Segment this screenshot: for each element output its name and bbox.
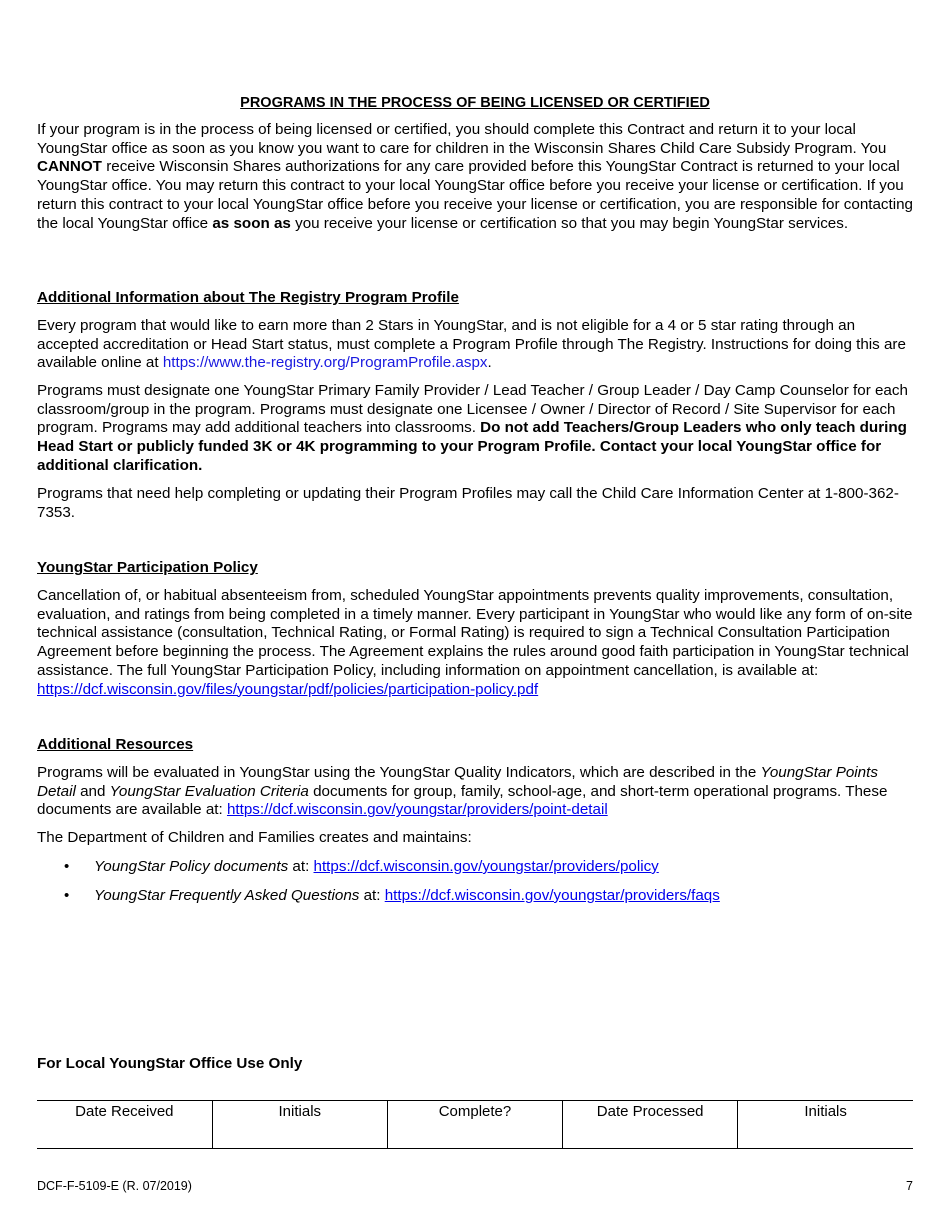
registry-period: . bbox=[487, 354, 492, 372]
resources-text-3: documents for group, family, school-age, and short-term operational programs. These documents are available at: bbox=[37, 782, 888, 819]
policy-paragraph bbox=[37, 587, 913, 699]
points-detail-title: YoungStar Points Detail bbox=[37, 764, 878, 800]
bullet-icon: • bbox=[64, 886, 70, 904]
resources-bullet-list bbox=[37, 858, 913, 915]
form-id: DCF-F-5109-E (R. 07/2019) bbox=[37, 1179, 192, 1193]
intro-section bbox=[37, 121, 913, 233]
bullet-text: at: bbox=[288, 858, 314, 875]
list-item bbox=[37, 887, 913, 906]
column-date-received[interactable]: Date Received bbox=[37, 1101, 212, 1149]
column-initials-1[interactable]: Initials bbox=[212, 1101, 387, 1149]
resources-paragraph-2 bbox=[37, 829, 913, 848]
resources-text-2: and bbox=[75, 782, 110, 800]
registry-paragraph-2 bbox=[37, 382, 913, 476]
page-title: PROGRAMS IN THE PROCESS OF BEING LICENSED OR CERTIFIED bbox=[240, 95, 710, 111]
intro-text-3: you receive your license or certification so that you may begin YoungStar services. bbox=[290, 214, 849, 232]
registry-paragraph-1 bbox=[37, 317, 913, 373]
bullet-icon: • bbox=[64, 858, 70, 875]
resources-section bbox=[37, 736, 913, 755]
intro-text-1: If your program is in the process of being licensed or certified, you should complete this Contract and return it to your local YoungStar office as soon as you know you want to care for children in the Wisconsin Shares Child Care Subsidy Program. You bbox=[37, 121, 887, 157]
resources-text-1: Programs will be evaluated in YoungStar using the YoungStar Quality Indicators, which are described in the bbox=[37, 764, 761, 781]
column-complete[interactable]: Complete? bbox=[387, 1101, 562, 1149]
intro-bold-cannot: CANNOT bbox=[37, 158, 102, 176]
faqs-link[interactable]: https://dcf.wisconsin.gov/youngstar/providers/faqs bbox=[384, 886, 720, 904]
policy-heading: YoungStar Participation Policy bbox=[37, 559, 258, 576]
office-use-heading: For Local YoungStar Office Use Only bbox=[37, 1055, 303, 1072]
policy-section bbox=[37, 559, 913, 578]
policy-documents-title: YoungStar Policy documents bbox=[94, 858, 289, 875]
registry-paragraph-3 bbox=[37, 485, 913, 522]
registry-section bbox=[37, 289, 913, 308]
registry-text-1: Every program that would like to earn more than 2 Stars in YoungStar, and is not eligible for a 4 or 5 star rating through an accepted accreditation or Head Start status, must complete a Program Profile through The Registry. Instructions for doing this are available online at bbox=[37, 317, 906, 372]
office-use-table bbox=[37, 1100, 913, 1149]
resources-paragraph-1 bbox=[37, 764, 913, 820]
faqs-title: YoungStar Frequently Asked Questions bbox=[94, 886, 360, 904]
resources-text-4: The Department of Children and Families creates and maintains: bbox=[37, 829, 472, 846]
intro-text-2: receive Wisconsin Shares authorizations for any care provided before this YoungStar Contract is returned to your local YoungStar office. You may return this contract to your local YoungStar office before you receive your license or certification. If you return this contract to your local YoungStar office before you receive your license or certification, you are responsible for contacting the local YoungStar office bbox=[37, 158, 914, 232]
registry-heading: Additional Information about The Registry Program Profile bbox=[37, 289, 459, 306]
office-use-section bbox=[37, 1055, 913, 1074]
bullet-text: at: bbox=[359, 886, 385, 904]
registry-text-2: Programs must designate one YoungStar Primary Family Provider / Lead Teacher / Group Leader / Day Camp Counselor for each classroom/group in the program. Programs must designate one Licensee / Owner / Director of Record / Site Supervisor for each program. Programs may add additional teachers into classrooms. bbox=[37, 382, 908, 437]
table-row bbox=[37, 1101, 913, 1149]
point-detail-link[interactable]: https://dcf.wisconsin.gov/youngstar/providers/point-detail bbox=[226, 801, 608, 819]
intro-paragraph bbox=[37, 121, 913, 233]
column-initials-2[interactable]: Initials bbox=[738, 1101, 913, 1149]
column-date-processed[interactable]: Date Processed bbox=[563, 1101, 738, 1149]
registry-program-profile-link[interactable]: https://www.the-registry.org/ProgramProfile.aspx bbox=[162, 354, 488, 372]
page-number: 7 bbox=[906, 1179, 913, 1193]
participation-policy-link[interactable]: https://dcf.wisconsin.gov/files/youngstar/pdf/policies/participation-policy.pdf bbox=[37, 680, 539, 698]
evaluation-criteria-title: YoungStar Evaluation Criteria bbox=[109, 782, 309, 800]
list-item bbox=[37, 858, 913, 877]
registry-bold-note: Do not add Teachers/Group Leaders who only teach during Head Start or publicly funded 3K or 4K programming to your Program Profile. Contact your local YoungStar office for additional clarification. bbox=[37, 419, 907, 474]
resources-heading: Additional Resources bbox=[37, 736, 194, 753]
intro-bold-as-soon-as: as soon as bbox=[212, 214, 291, 232]
registry-text-3: Programs that need help completing or updating their Program Profiles may call the Child Care Information Center at 1-800-362-7353. bbox=[37, 485, 899, 521]
policy-documents-link[interactable]: https://dcf.wisconsin.gov/youngstar/providers/policy bbox=[313, 858, 659, 875]
policy-text: Cancellation of, or habitual absenteeism from, scheduled YoungStar appointments prevents quality improvements, consultation, evaluation, and ratings from being completed in a timely manner. Every participant in YoungStar who would like any form of on-site technical assistance (consultation, Technical Rating, or Formal Rating) is required to sign a Technical Consultation Participation Agreement before beginning the process. The Agreement explains the rules around good faith participation in YoungStar technical assistance. The full YoungStar Participation Policy, including information on appointment cancellation, is available at: bbox=[37, 587, 913, 679]
